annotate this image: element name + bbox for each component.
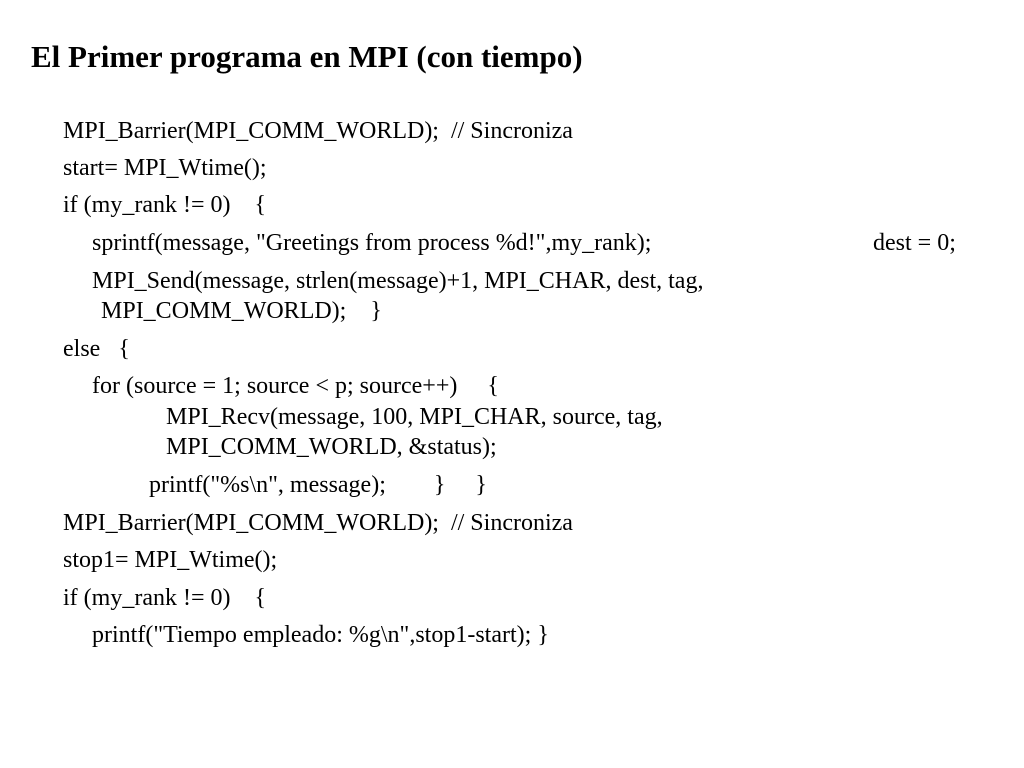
code-line-else: else { [63,336,130,362]
code-line-if-rank-2: if (my_rank != 0) { [63,585,267,611]
code-aside-dest: dest = 0; [873,230,956,256]
slide-title: El Primer programa en MPI (con tiempo) [31,39,583,74]
code-line-recv: MPI_Recv(message, 100, MPI_CHAR, source, tag, [166,404,663,430]
code-line-for: for (source = 1; source < p; source++) { [92,373,499,399]
code-line-recv-cont: MPI_COMM_WORLD, &status); [166,434,497,460]
code-line-start-time: start= MPI_Wtime(); [63,155,267,181]
code-line-if-rank: if (my_rank != 0) { [63,192,267,218]
code-line-send: MPI_Send(message, strlen(message)+1, MPI_CHAR, dest, tag, [92,268,704,294]
code-line-barrier-stop: MPI_Barrier(MPI_COMM_WORLD); // Sincroniza [63,510,573,536]
code-line-send-cont: MPI_COMM_WORLD); } [101,298,382,324]
code-line-stop-time: stop1= MPI_Wtime(); [63,547,278,573]
code-line-printf: printf("%s\n", message); } } [149,472,487,498]
code-line-barrier-start: MPI_Barrier(MPI_COMM_WORLD); // Sincroniza [63,118,573,144]
code-line-sprintf: sprintf(message, "Greetings from process %d!",my_rank); [92,230,652,256]
code-line-printf-time: printf("Tiempo empleado: %g\n",stop1-start); } [92,622,549,648]
